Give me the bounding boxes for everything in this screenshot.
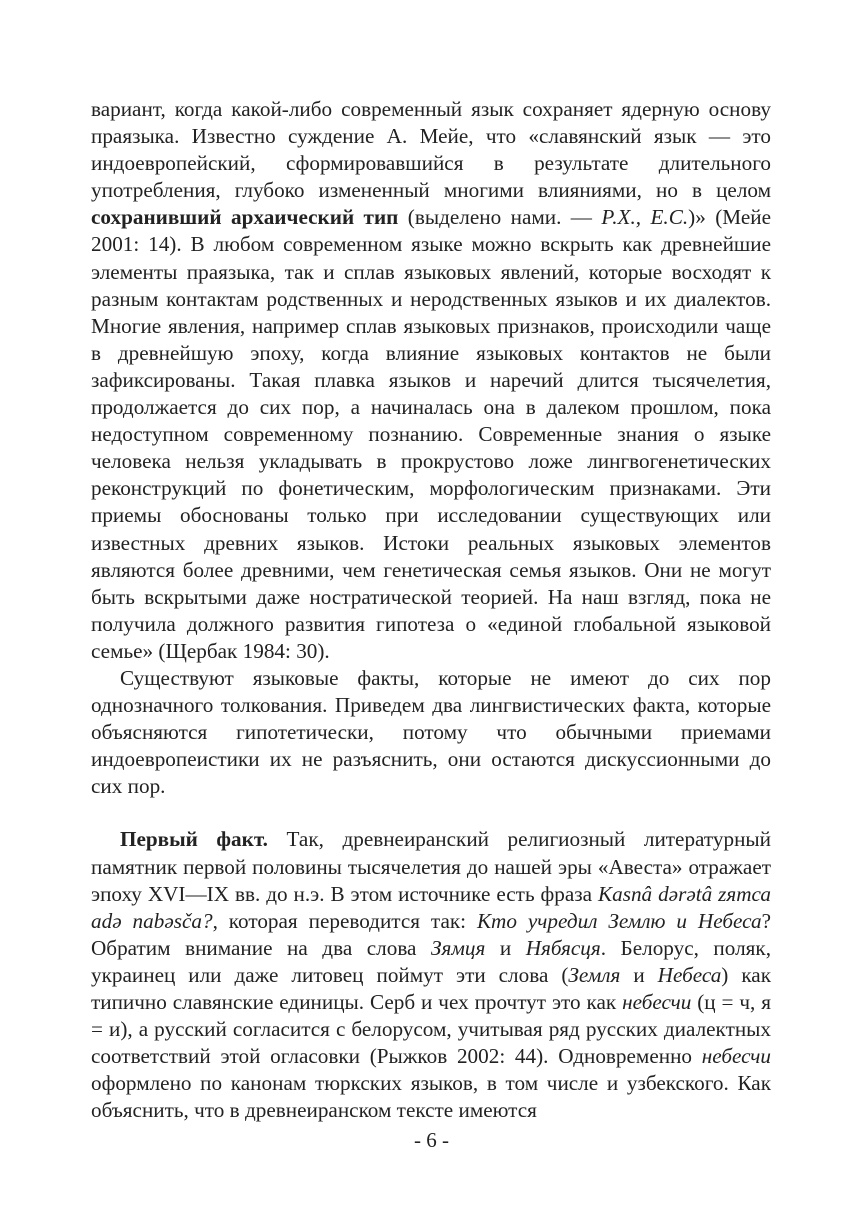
text-run: оформлено по канонам тюркских языков, в том числе и узбекского. Как объяснить, что в древнеиранском тексте имеются: [91, 1071, 771, 1123]
term-nebesa: Небеса: [657, 962, 722, 987]
avesta-phrase: Kasnâ dərətâ zятса adə nabəsča?: [91, 881, 771, 933]
text-run: )» (Мейе 2001: 14). В любом современном языке можно вскрыть как древнейшие элементы праязыка, так и сплав языковых явлений, которые восходят к разным контактам родственных и неродственных языков и их диалектов. Многие явления, например сплав языковых признаков, происходили чаще в древнейшую эпоху, когда влияние языковых контактов не были зафиксированы. Такая плавка языков и наречий длится тысячелетия, продолжается до сих пор, а начиналась она в далеком прошлом, пока недоступном современному познанию. Современные знания о языке человека нельзя укладывать в прокрустово ложе лингвогенетических реконструкций по фонетическим, морфологическим признаками. Эти приемы обоснованы только при исследовании существующих или известных древних языков. Истоки реальных языковых элементов являются более древними, чем генетическая семья языков. Они не могут быть вскрытыми даже ностратической теорией. На наш взгляд, пока не получила должного развития гипотеза о «единой глобальной языковой семье» (Щербак 1984: 30).: [91, 205, 771, 663]
text-run: и: [620, 962, 658, 987]
text-run: . Белорус, поляк, украинец или даже литовец поймут эти слова (: [91, 935, 771, 987]
translation-phrase: Кто учредил Землю и Небеса: [476, 908, 762, 933]
paragraph-first-fact: [91, 826, 771, 1124]
text-run: и: [485, 935, 526, 960]
term-nyabyastsya: Нябясця: [525, 935, 601, 960]
document-page: [91, 96, 771, 1124]
author-initials: Р.Х., Е.С.: [601, 205, 689, 230]
text-run: ) как типично славянские единицы. Серб и чех прочтут это как: [91, 962, 771, 1014]
paragraph-linguistic-facts: [91, 665, 771, 800]
paragraph-meillet-quote: [91, 96, 771, 665]
term-zyamtsya: Зямця: [431, 935, 486, 960]
text-run: ? Обратим внимание на два слова: [91, 908, 771, 960]
page-number: - 6 -: [414, 1128, 449, 1152]
first-fact-heading: Первый факт.: [120, 827, 268, 852]
term-nebeschi: небесчи: [622, 990, 692, 1014]
bold-emphasis: сохранивший архаический тип: [91, 205, 399, 230]
term-nebeschi: небесчи: [701, 1044, 771, 1069]
text-run: (выделено нами. —: [398, 205, 602, 230]
text-run: (ц = ч, я = и), а русский согласится с белорусом, учитывая ряд русских диалектных соответствий этой огласовки (Рыжков 2002: 44). Одновременно: [91, 990, 771, 1069]
text-run: Существуют языковые факты, которые не имеют до сих пор однозначного толкования. Приведем два лингвистических факта, которые объясняются гипотетически, потому что обычными приемами индоевропеистики их не разъяснить, они остаются дискуссионными до сих пор.: [91, 665, 771, 799]
text-run: Так, древнеиранский религиозный литературный памятник первой половины тысячелетия до нашей эры «Авеста» отражает эпоху XVI—IX вв. до н.э. В этом источнике есть фраза: [91, 827, 771, 906]
term-zemlya: Земля: [568, 962, 621, 987]
text-run: вариант, когда какой-либо современный язык сохраняет ядерную основу праязыка. Известно суждение А. Мейе, что «славянский язык — это индоевропейский, сформировавшийся в результате длительного употребления, глубоко измененный многими влияниями, но в целом: [91, 97, 771, 203]
text-run: , которая переводится так:: [212, 908, 477, 933]
